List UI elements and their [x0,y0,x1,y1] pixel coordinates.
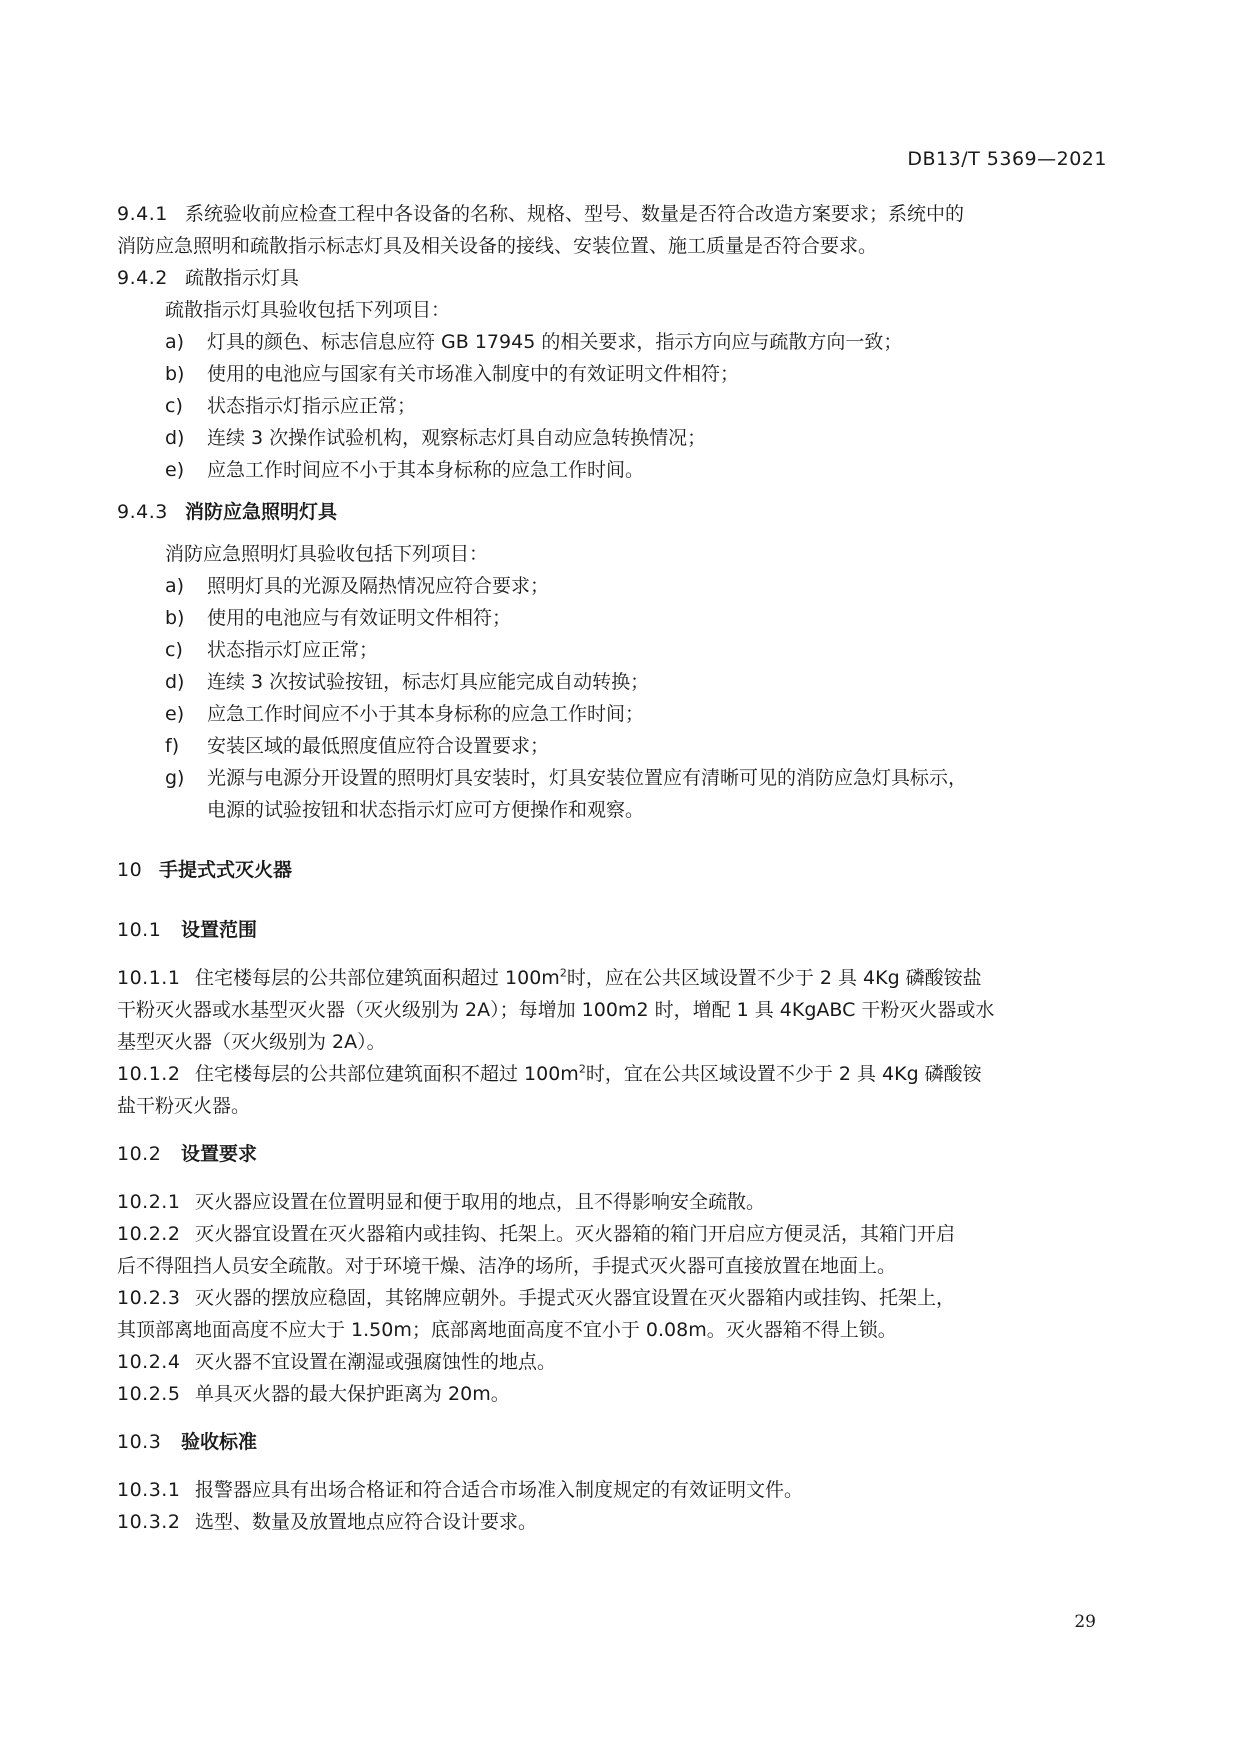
list-item: a) 照明灯具的光源及隔热情况应符合要求； [165,575,550,597]
clause-number: 10.1.2 [117,1063,181,1085]
list-item: d) 连续 3 次操作试验机构，观察标志灯具自动应急转换情况； [165,427,707,449]
clause-text: 系统验收前应检查工程中各设备的名称、规格、型号、数量是否符合改造方案要求；系统中的 [185,203,965,225]
clause-9-4-1-cont: 消防应急照明和疏散指示标志灯具及相关设备的接线、安装位置、施工质量是否符合要求。 [117,235,878,257]
list-item: e) 应急工作时间应不小于其本身标称的应急工作时间； [165,703,645,725]
list-item: d) 连续 3 次按试验按钮，标志灯具应能完成自动转换； [165,671,650,693]
section-10-3 [117,1426,1087,1458]
clause-title: 消防应急照明灯具 [185,501,338,523]
chapter-10 [117,854,1087,886]
chapter-title: 手提式式灭火器 [159,859,293,881]
clause-number: 9.4.2 [117,267,168,289]
clause-10-2-1: 10.2.1 灭火器应设置在位置明显和便于取用的地点，且不得影响安全疏散。 [117,1191,766,1213]
clause-10-1-1: 10.1.1 住宅楼每层的公共部位建筑面积超过 $100m^2$时，应在公共区域设置不少于 2 具 4Kg 磷酸铵盐 [117,962,1087,994]
section-number: 10.1 [117,919,162,941]
list-item: b) 使用的电池应与国家有关市场准入制度中的有效证明文件相符； [165,363,740,385]
list-item: a) 灯具的颜色、标志信息应符 GB 17945 的相关要求，指示方向应与疏散方向一致； [165,331,903,353]
list-item: e) 应急工作时间应不小于其本身标称的应急工作时间。 [165,459,645,481]
clause-intro: 疏散指示灯具验收包括下列项目： [165,299,451,321]
section-title: 设置范围 [181,919,258,941]
section-10-1 [117,914,1087,946]
clause-9-4-1 [117,198,1087,230]
clause-10-1-1-cont: 干粉灭火器或水基型灭火器（灭火级别为 2A）；每增加 100m2 时，增配 1 具 4KgABC 干粉灭火器或水 [117,999,995,1021]
section-number: 10.2 [117,1143,162,1165]
clause-10-2-2-cont: 后不得阻挡人员安全疏散。对于环境干燥、洁净的场所，手提式灭火器可直接放置在地面上。 [117,1255,897,1277]
page-number: 29 [1074,1612,1096,1632]
section-title: 设置要求 [181,1143,258,1165]
list-item: c) 状态指示灯应正常； [165,639,379,661]
clause-10-2-5: 10.2.5 单具灭火器的最大保护距离为 20m。 [117,1383,510,1405]
list-item: c) 状态指示灯指示应正常； [165,395,417,417]
chapter-number: 10 [117,859,143,881]
clause-10-2-4: 10.2.4 灭火器不宜设置在潮湿或强腐蚀性的地点。 [117,1351,557,1373]
clause-intro: 消防应急照明灯具验收包括下列项目： [165,543,489,565]
clause-10-1-1-cont: 基型灭火器（灭火级别为 2A）。 [117,1031,386,1053]
clause-title: 疏散指示灯具 [185,267,300,289]
clause-10-2-3: 10.2.3 灭火器的摆放应稳固，其铭牌应朝外。手提式灭火器宜设置在灭火器箱内或挂钩、托架上， [117,1287,956,1309]
clause-10-3-2: 10.3.2 选型、数量及放置地点应符合设计要求。 [117,1511,538,1533]
document-code: DB13/T 5369—2021 [907,148,1107,170]
clause-number: 10.1.1 [117,967,181,989]
clause-10-1-2-cont: 盐干粉灭火器。 [117,1095,251,1117]
clause-9-4-2 [117,262,1087,294]
clause-10-2-2: 10.2.2 灭火器宜设置在灭火器箱内或挂钩、托架上。灭火器箱的箱门开启应方便灵活，其箱门开启 [117,1223,956,1245]
clause-9-4-3 [117,496,1087,528]
list-item: b) 使用的电池应与有效证明文件相符； [165,607,512,629]
section-10-2 [117,1138,1087,1170]
clause-10-3-1: 10.3.1 报警器应具有出场合格证和符合适合市场准入制度规定的有效证明文件。 [117,1479,804,1501]
clause-10-2-3-cont: 其顶部离地面高度不应大于 1.50m；底部离地面高度不宜小于 0.08m。灭火器箱不得上锁。 [117,1319,897,1341]
list-item: f) 安装区域的最低照度值应符合设置要求； [165,735,550,757]
clause-number: 9.4.1 [117,203,168,225]
section-number: 10.3 [117,1431,162,1453]
section-title: 验收标准 [181,1431,258,1453]
document-body [117,198,1087,1538]
clause-number: 9.4.3 [117,501,168,523]
clause-10-1-2: 10.1.2 住宅楼每层的公共部位建筑面积不超过 $100m^2$时，宜在公共区域设置不少于 2 具 4Kg 磷酸铵 [117,1058,1087,1090]
list-item: g) 光源与电源分开设置的照明灯具安装时，灯具安装位置应有清晰可见的消防应急灯具标示， 电源的试验按钮和状态指示灯应可方便操作和观察。 [165,767,968,821]
